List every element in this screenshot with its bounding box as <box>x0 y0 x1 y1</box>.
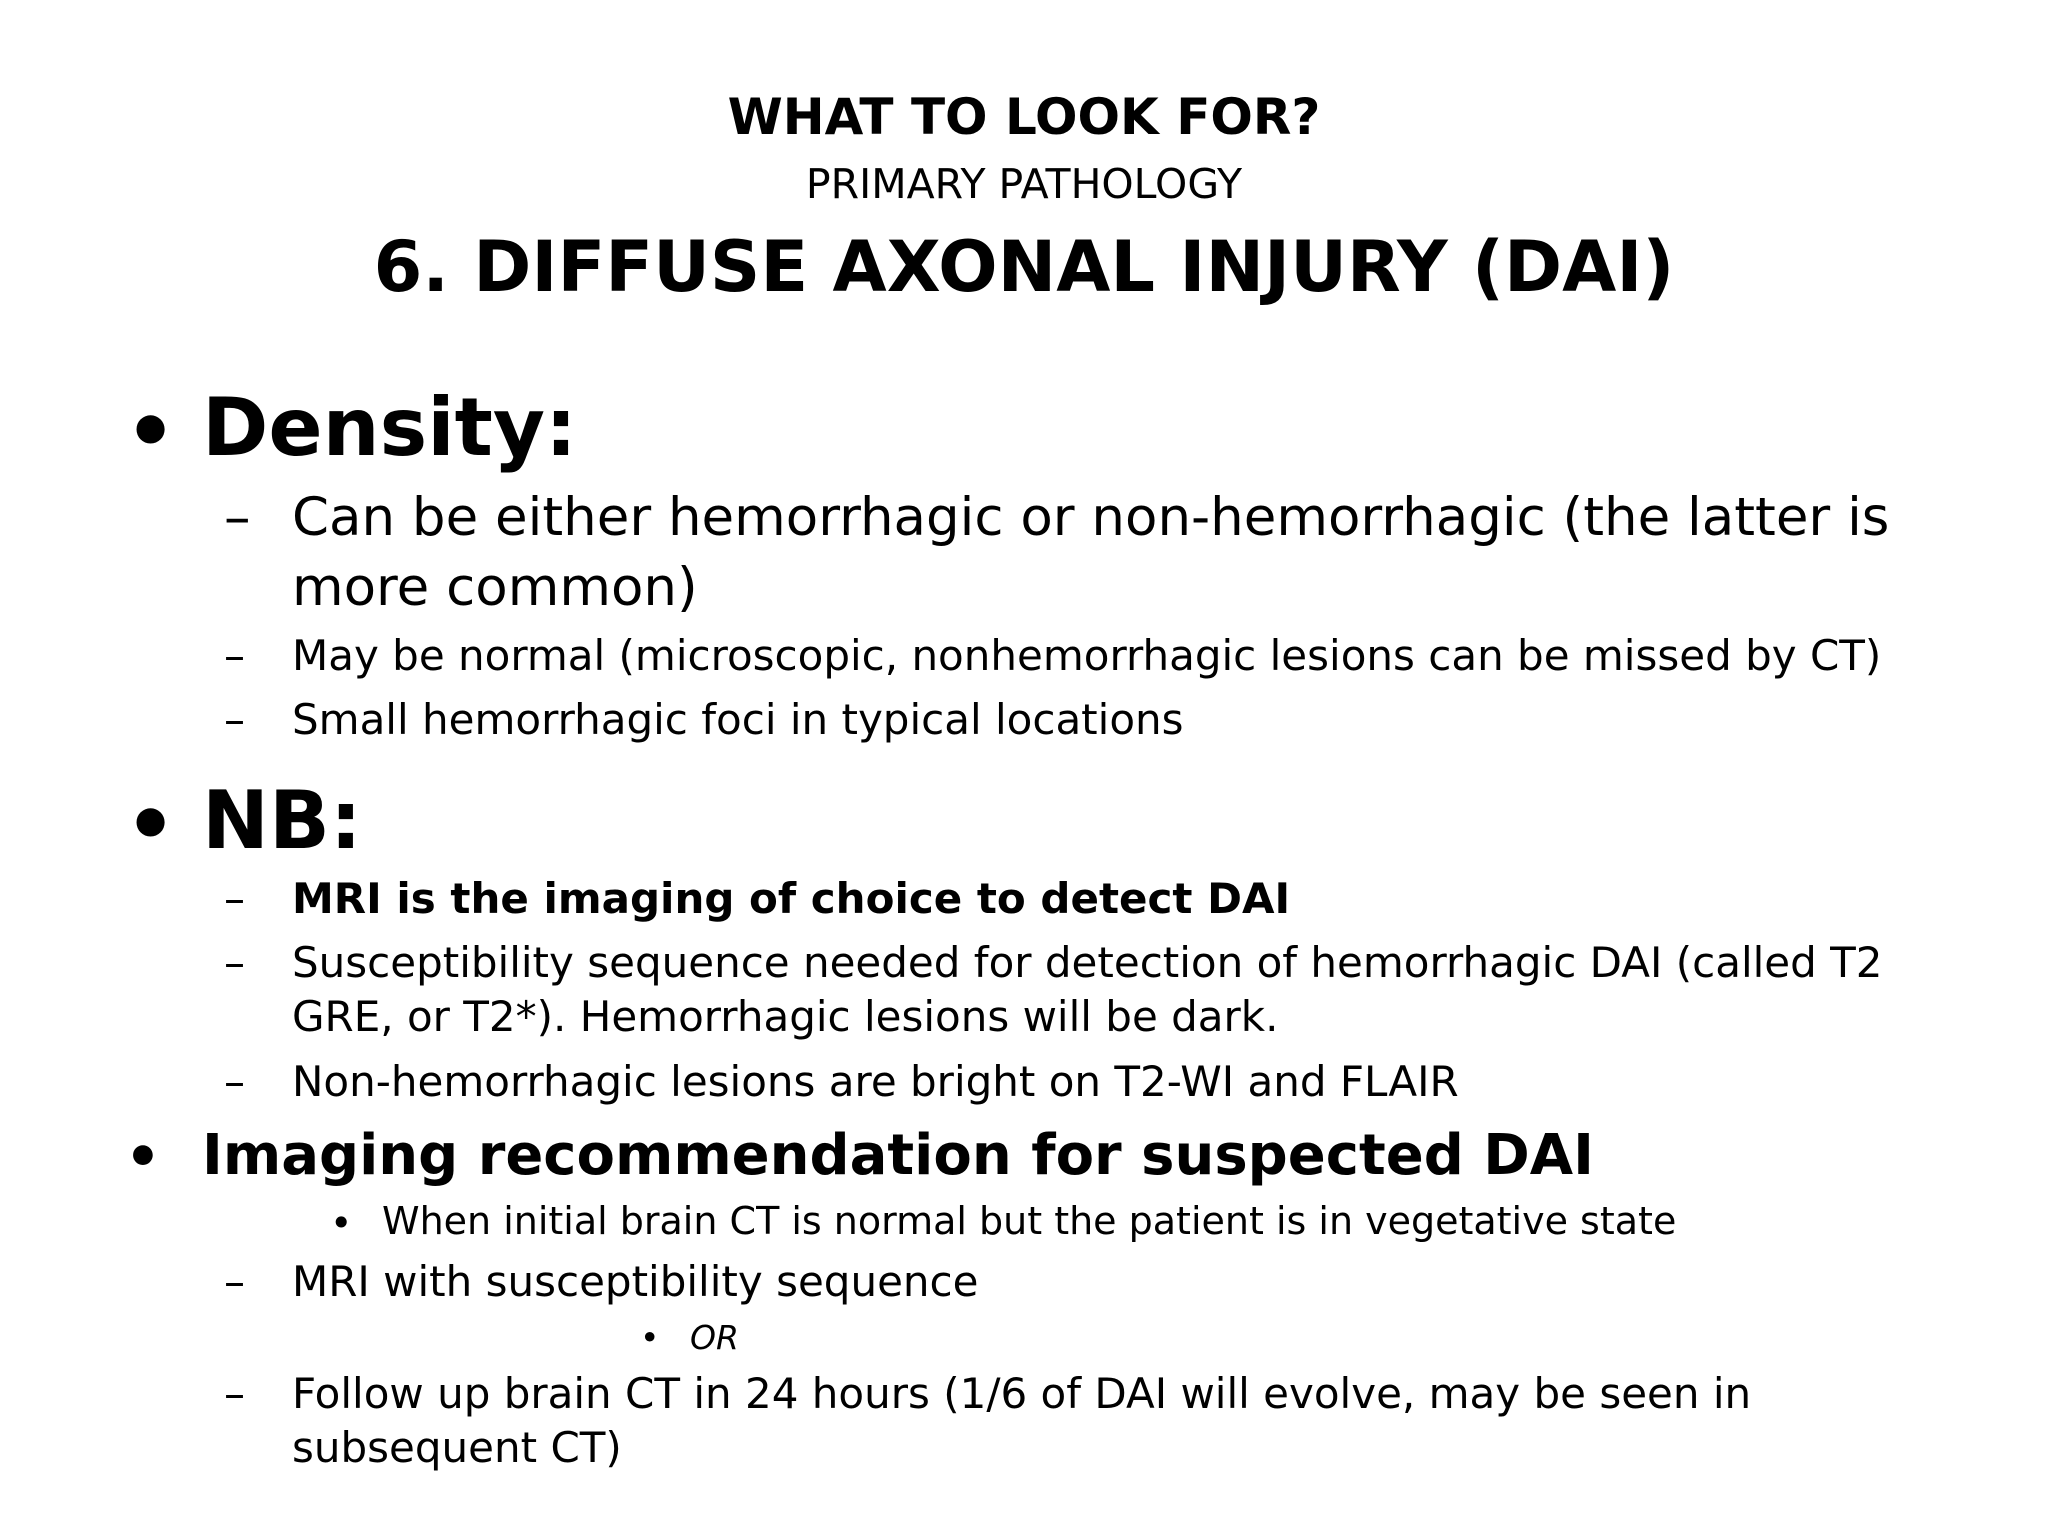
dash: – <box>224 874 245 923</box>
imaging-item-mri: MRI with susceptibility sequence <box>292 1257 979 1306</box>
dash: – <box>224 631 245 680</box>
bullet: • <box>125 778 177 871</box>
density-item-1: Can be either hemorrhagic or non-hemorrhagic (the latter is <box>292 487 1890 548</box>
imaging-item-ct: Follow up brain CT in 24 hours (1/6 of DAI will evolve, may be seen in <box>292 1369 1752 1418</box>
bullet: • <box>125 385 177 478</box>
or-label: OR <box>690 1318 739 1357</box>
dash: – <box>224 695 245 744</box>
title-what-to-look-for: WHAT TO LOOK FOR? <box>727 88 1321 146</box>
sub-bullet: • <box>330 1201 353 1245</box>
dash: – <box>224 1257 245 1306</box>
dash: – <box>224 487 251 548</box>
nb-item-2: Susceptibility sequence needed for detection of hemorrhagic DAI (called T2 <box>292 938 1883 987</box>
dash: – <box>224 938 245 987</box>
bullet: • <box>125 1125 161 1190</box>
imaging-item-ct-cont: subsequent CT) <box>292 1423 622 1472</box>
sub-bullet: • <box>640 1318 660 1357</box>
nb-item-2-cont: GRE, or T2*). Hemorrhagic lesions will be dark. <box>292 992 1279 1041</box>
imaging-heading: Imaging recommendation for suspected DAI <box>202 1123 1594 1188</box>
nb-item-1: MRI is the imaging of choice to detect DAI <box>292 874 1291 923</box>
dash: – <box>224 1057 245 1106</box>
density-heading: Density: <box>202 381 578 474</box>
density-item-3: Small hemorrhagic foci in typical locations <box>292 695 1184 744</box>
nb-item-3: Non-hemorrhagic lesions are bright on T2-WI and FLAIR <box>292 1057 1459 1106</box>
imaging-sub-item: When initial brain CT is normal but the patient is in vegetative state <box>382 1199 1677 1243</box>
subtitle-primary-pathology: PRIMARY PATHOLOGY <box>805 160 1243 208</box>
page-title: 6. DIFFUSE AXONAL INJURY (DAI) <box>373 226 1675 308</box>
nb-heading: NB: <box>202 774 362 867</box>
dash: – <box>224 1369 245 1418</box>
density-item-2: May be normal (microscopic, nonhemorrhagic lesions can be missed by CT) <box>292 631 1882 680</box>
density-item-1-cont: more common) <box>292 557 698 618</box>
